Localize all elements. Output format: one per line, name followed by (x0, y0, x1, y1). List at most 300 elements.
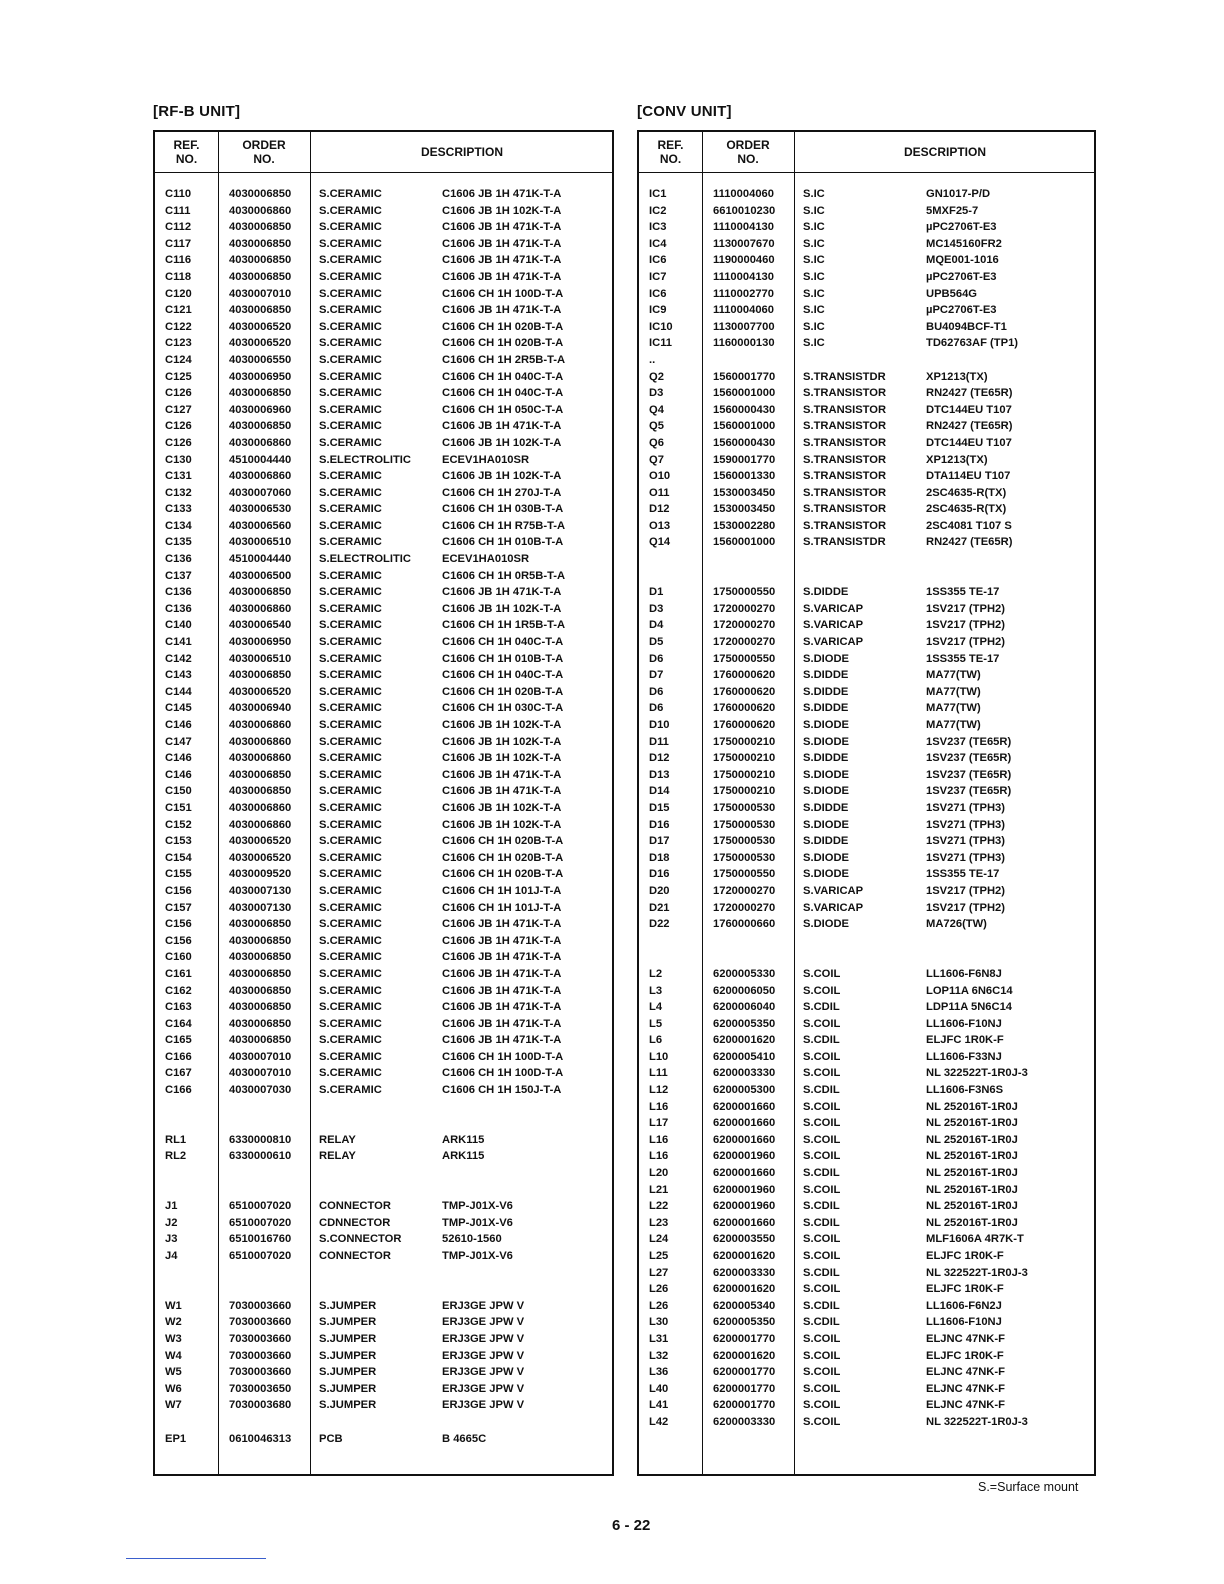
part-type: S.DIODE (803, 735, 850, 748)
table-row (155, 553, 612, 570)
ref-no: Q6 (649, 436, 664, 449)
order-no: 4030006850 (229, 967, 292, 980)
part-type: S.CERAMIC (319, 586, 382, 599)
order-no: 4030007010 (229, 1067, 292, 1080)
part-type: S.DIDDE (803, 669, 849, 682)
order-no: 1760000620 (713, 719, 776, 731)
part-description: MA77(TW) (926, 685, 981, 698)
part-description: C1606 CH 1H 2R5B-T-A (442, 353, 566, 366)
part-type: S.CERAMIC (319, 536, 382, 549)
ref-no: W7 (165, 1399, 182, 1412)
conv-unit-title: [CONV UNIT] (637, 103, 732, 120)
part-type: S.DIDDE (803, 752, 849, 765)
part-type: S.COIL (803, 1283, 841, 1296)
order-no: 4030006510 (229, 536, 292, 549)
table-row (155, 1101, 612, 1118)
table-row (639, 1366, 1094, 1383)
part-type: S.COIL (803, 1067, 841, 1080)
ref-no: RL1 (165, 1133, 187, 1146)
part-description: MLF1606A 4R7K-T (926, 1233, 1024, 1246)
order-no: 4510004440 (229, 553, 292, 566)
part-type: S.CERAMIC (319, 569, 382, 582)
table-row (639, 221, 1094, 238)
table-row (639, 1316, 1094, 1333)
part-description: ELJFC 1R0K-F (926, 1349, 1004, 1362)
part-type: S.CDIL (803, 1316, 840, 1329)
table-row (155, 1233, 612, 1250)
table-row (639, 669, 1094, 686)
order-no: 4030006850 (229, 1017, 292, 1030)
order-no: 6200001620 (713, 1349, 776, 1362)
ref-no: C120 (165, 287, 192, 300)
order-no: 1750000210 (713, 785, 776, 798)
table-row (639, 1300, 1094, 1317)
ref-no: L10 (649, 1050, 669, 1063)
part-description: C1606 JB 1H 471K-T-A (442, 420, 562, 433)
order-no: 1750000530 (713, 851, 776, 864)
order-no: 6200001660 (713, 1216, 776, 1229)
table-row (155, 835, 612, 852)
ref-no: O11 (649, 486, 670, 499)
ref-no: C166 (165, 1050, 192, 1063)
part-type: S.CERAMIC (319, 685, 382, 698)
ref-no: O13 (649, 519, 671, 532)
order-no: 6510016760 (229, 1233, 292, 1246)
table-row (639, 536, 1094, 553)
table-row (639, 1233, 1094, 1250)
table-row (155, 935, 612, 952)
table-row (639, 354, 1094, 371)
ref-no: .. (649, 353, 656, 366)
part-description: C1606 CH 1H 020B-T-A (442, 337, 564, 350)
table-row (155, 1051, 612, 1068)
ref-no: C155 (165, 868, 192, 881)
part-description: DTA114EU T107 (926, 470, 1011, 483)
table-row (155, 619, 612, 636)
order-no: 6510007020 (229, 1250, 292, 1262)
table-row (639, 885, 1094, 902)
ref-no: C153 (165, 835, 192, 848)
part-type: S.CERAMIC (319, 519, 382, 532)
order-no: 0610046313 (229, 1432, 292, 1445)
ref-no: C123 (165, 337, 192, 350)
part-description: DTC144EU T107 (926, 403, 1012, 416)
order-no: 7030003680 (229, 1399, 292, 1412)
table-row (639, 1350, 1094, 1367)
table-row (155, 686, 612, 703)
table-row (639, 1399, 1094, 1416)
ref-no: L3 (649, 984, 663, 997)
part-description: C1606 CH 1H 020B-T-A (442, 685, 564, 698)
ref-no: C126 (165, 420, 192, 433)
table-row (639, 1283, 1094, 1300)
table-row (155, 1150, 612, 1167)
ref-no: IC11 (649, 337, 673, 350)
part-description: NL 322522T-1R0J-3 (926, 1266, 1028, 1279)
part-type: S.CERAMIC (319, 204, 382, 217)
part-type: S.DIODE (803, 785, 850, 798)
part-description: LL1606-F10NJ (926, 1017, 1002, 1030)
part-description: C1606 CH 1H 0R5B-T-A (442, 569, 566, 582)
part-type: S.JUMPER (319, 1349, 377, 1362)
table-row (155, 304, 612, 321)
table-row (155, 404, 612, 421)
part-description: 1SS355 TE-17 (926, 868, 1000, 881)
part-type: S.CERAMIC (319, 868, 382, 881)
ref-no: C122 (165, 320, 192, 333)
ref-no: C166 (165, 1084, 192, 1097)
part-description: µPC2706T-E3 (926, 221, 997, 234)
table-row (639, 653, 1094, 670)
part-description: C1606 CH 1H 030B-T-A (442, 503, 564, 516)
ref-no: L11 (649, 1067, 668, 1080)
order-no: 4030006520 (229, 851, 292, 864)
table-row (155, 1366, 612, 1383)
ref-no: C144 (165, 685, 192, 698)
order-no: 1190000460 (713, 254, 775, 267)
ref-no: L4 (649, 1001, 663, 1014)
ref-no: C156 (165, 918, 192, 931)
part-type: S.CERAMIC (319, 669, 382, 682)
ref-no: W5 (165, 1366, 182, 1379)
part-type: S.DIODE (803, 652, 850, 665)
table-row (639, 1217, 1094, 1234)
part-type: S.COIL (803, 967, 841, 980)
part-type: S.CERAMIC (319, 486, 382, 499)
part-description: 5MXF25-7 (926, 204, 979, 217)
table-row (639, 1051, 1094, 1068)
part-description: MA77(TW) (926, 669, 981, 682)
table-row (155, 1117, 612, 1134)
order-no: 4030006850 (229, 237, 292, 250)
part-type: S.COIL (803, 1183, 841, 1196)
part-type: RELAY (319, 1133, 356, 1146)
table-row (155, 769, 612, 786)
order-no: 1130007670 (713, 237, 775, 250)
ref-no: IC6 (649, 254, 667, 267)
order-no: 1750000210 (713, 768, 776, 781)
part-description: 1SV271 (TPH3) (926, 818, 1005, 831)
part-description: LL1606-F10NJ (926, 1316, 1002, 1329)
part-type: S.TRANSISTDR (803, 536, 886, 549)
table-row (155, 188, 612, 205)
part-type: S.DIDDE (803, 835, 849, 848)
part-type: S.CERAMIC (319, 934, 382, 947)
part-description: ERJ3GE JPW V (442, 1299, 525, 1312)
part-type: PCB (319, 1432, 343, 1445)
ref-no: IC7 (649, 270, 667, 283)
order-no: 6200005350 (713, 1017, 776, 1030)
part-description: 1SV271 (TPH3) (926, 801, 1005, 814)
part-type: S.CERAMIC (319, 1084, 382, 1097)
part-description: DTC144EU T107 (926, 436, 1012, 449)
part-type: S.VARICAP (803, 901, 864, 914)
table-row (155, 570, 612, 587)
table-row (639, 619, 1094, 636)
part-type: S.DIODE (803, 768, 850, 781)
ref-no: C156 (165, 934, 192, 947)
part-description: LL1606-F3N6S (926, 1084, 1004, 1097)
order-no: 6330000810 (229, 1133, 292, 1146)
table-row (155, 819, 612, 836)
table-row (639, 736, 1094, 753)
part-type: S.CERAMIC (319, 652, 382, 665)
part-type: S.COIL (803, 1250, 841, 1262)
part-type: S.CERAMIC (319, 619, 382, 632)
order-no: 1750000530 (713, 801, 776, 814)
ref-no: C150 (165, 785, 192, 798)
part-type: S.CERAMIC (319, 752, 382, 765)
table-row (639, 951, 1094, 968)
part-type: S.TRANSISTOR (803, 470, 887, 483)
order-no: 6200005340 (713, 1299, 776, 1312)
order-no: 1560000430 (713, 403, 776, 416)
ref-no: D5 (649, 636, 664, 649)
ref-no: W3 (165, 1332, 182, 1345)
table-row (639, 1383, 1094, 1400)
ref-no: L20 (649, 1167, 669, 1180)
table-row (639, 321, 1094, 338)
order-no: 6200003330 (713, 1415, 776, 1428)
order-no: 4030006850 (229, 934, 292, 947)
part-description: C1606 JB 1H 102K-T-A (442, 470, 562, 483)
table-row (639, 454, 1094, 471)
part-type: S.COIL (803, 1382, 841, 1395)
order-no: 4030006940 (229, 702, 292, 715)
part-type: S.IC (803, 237, 825, 250)
table-row (155, 702, 612, 719)
table-row (639, 238, 1094, 255)
table-row (155, 1034, 612, 1051)
ref-no: C116 (165, 254, 192, 267)
order-no: 4030006850 (229, 669, 292, 682)
part-type: S.DIDDE (803, 586, 849, 599)
part-description: C1606 JB 1H 471K-T-A (442, 1017, 562, 1030)
ref-no: Q2 (649, 370, 664, 383)
order-no: 4030006950 (229, 370, 292, 383)
table-row (155, 238, 612, 255)
part-description: C1606 CH 1H 020B-T-A (442, 320, 564, 333)
order-no: 1760000620 (713, 685, 776, 698)
ref-no: C165 (165, 1034, 192, 1047)
part-description: C1606 CH 1H 100D-T-A (442, 287, 564, 300)
part-type: S.IC (803, 204, 825, 217)
order-no: 4030006850 (229, 420, 292, 433)
part-type: S.TRANSISTOR (803, 403, 887, 416)
part-description: MC145160FR2 (926, 237, 1002, 250)
part-type: S.CERAMIC (319, 801, 382, 814)
part-type: S.JUMPER (319, 1366, 377, 1379)
order-no: 4030006850 (229, 1001, 292, 1014)
part-type: S.CERAMIC (319, 436, 382, 449)
part-type: S.CERAMIC (319, 967, 382, 980)
table-row (155, 1184, 612, 1201)
table-row (155, 669, 612, 686)
ref-no: L36 (649, 1366, 669, 1379)
part-type: S.JUMPER (319, 1299, 377, 1312)
table-row (155, 1134, 612, 1151)
order-no: 7030003660 (229, 1366, 292, 1379)
part-description: C1606 CH 1H 270J-T-A (442, 486, 562, 499)
order-no: 4030006850 (229, 387, 292, 400)
part-description: 2SC4081 T107 S (926, 519, 1012, 532)
part-type: S.CERAMIC (319, 503, 382, 516)
part-description: C1606 JB 1H 471K-T-A (442, 785, 562, 798)
table-row (639, 1001, 1094, 1018)
order-no: 4030006850 (229, 785, 292, 798)
part-type: S.CERAMIC (319, 1067, 382, 1080)
table-row (155, 487, 612, 504)
table-row (155, 1433, 612, 1450)
page-number: 6 - 22 (612, 1517, 651, 1534)
ref-no: L16 (649, 1150, 669, 1163)
part-type: S.COIL (803, 1332, 841, 1345)
part-description: 1SV217 (TPH2) (926, 619, 1005, 632)
footer-rule (126, 1558, 266, 1559)
part-description: C1606 CH 1H 030C-T-A (442, 702, 564, 715)
part-type: S.TRANSISTDR (803, 370, 886, 383)
order-no: 4030007060 (229, 486, 292, 499)
order-no: 1560001000 (713, 536, 776, 549)
part-type: S.JUMPER (319, 1316, 377, 1329)
part-description: 2SC4635-R(TX) (926, 503, 1007, 516)
part-type: S.COIL (803, 1150, 841, 1163)
ref-no: C147 (165, 735, 192, 748)
table-row (155, 785, 612, 802)
ref-no: IC6 (649, 287, 667, 300)
table-row (639, 337, 1094, 354)
part-description: C1606 JB 1H 471K-T-A (442, 984, 562, 997)
ref-no: IC10 (649, 320, 673, 333)
part-description: C1606 JB 1H 471K-T-A (442, 237, 562, 250)
ref-no: L31 (649, 1332, 669, 1345)
part-description: C1606 JB 1H 102K-T-A (442, 801, 562, 814)
part-type: S.CERAMIC (319, 237, 382, 250)
ref-no: C156 (165, 884, 192, 897)
conv-parts-table (637, 130, 1096, 1476)
part-description: UPB564G (926, 287, 977, 300)
table-row (639, 702, 1094, 719)
part-description: MQE001-1016 (926, 254, 999, 267)
part-type: S.COIL (803, 984, 841, 997)
ref-no: L22 (649, 1200, 669, 1213)
order-no: 1750000210 (713, 735, 776, 748)
ref-no: L26 (649, 1283, 669, 1296)
table-row (639, 752, 1094, 769)
part-description: LL1606-F33NJ (926, 1050, 1002, 1063)
part-type: S.VARICAP (803, 884, 864, 897)
table-row (155, 1167, 612, 1184)
part-type: S.DIODE (803, 918, 850, 931)
part-type: CONNECTOR (319, 1250, 391, 1262)
table-row (639, 205, 1094, 222)
part-type: S.TRANSISTOR (803, 387, 887, 400)
ref-no: IC4 (649, 237, 667, 250)
part-description: MA77(TW) (926, 719, 981, 731)
table-row (639, 835, 1094, 852)
ref-no: C142 (165, 652, 192, 665)
order-no: 1110004130 (713, 221, 774, 234)
part-description: C1606 JB 1H 471K-T-A (442, 768, 562, 781)
part-type: S.CDIL (803, 1034, 840, 1047)
part-type: RELAY (319, 1150, 356, 1163)
table-row (155, 1267, 612, 1284)
table-row (639, 1200, 1094, 1217)
table-row (639, 188, 1094, 205)
ref-no: C136 (165, 553, 192, 566)
part-type: S.CERAMIC (319, 719, 382, 731)
ref-no: L30 (649, 1316, 669, 1329)
ref-no: L16 (649, 1100, 669, 1113)
table-row (639, 404, 1094, 421)
table-row (155, 454, 612, 471)
part-description: BU4094BCF-T1 (926, 320, 1007, 333)
table-row (639, 387, 1094, 404)
part-type: S.COIL (803, 1050, 841, 1063)
table-row (155, 1416, 612, 1433)
part-description: C1606 CH 1H 040C-T-A (442, 370, 564, 383)
order-no: 1750000530 (713, 835, 776, 848)
order-no-header: ORDER NO. (242, 138, 286, 166)
part-description: C1606 CH 1H 050C-T-A (442, 403, 564, 416)
order-no: 7030003660 (229, 1316, 292, 1329)
part-description: ELJNC 47NK-F (926, 1332, 1005, 1345)
order-no: 1760000660 (713, 918, 776, 931)
ref-no: D15 (649, 801, 670, 814)
table-row (155, 371, 612, 388)
ref-no: W2 (165, 1316, 182, 1329)
part-type: S.CERAMIC (319, 270, 382, 283)
ref-no: D6 (649, 652, 664, 665)
ref-no: C163 (165, 1001, 192, 1014)
surface-mount-note: S.=Surface mount (978, 1480, 1079, 1494)
table-row (639, 1267, 1094, 1284)
order-no: 6200003330 (713, 1266, 776, 1279)
part-type: S.JUMPER (319, 1399, 377, 1412)
table-row (639, 719, 1094, 736)
part-description: XP1213(TX) (926, 370, 988, 383)
part-description: ELJFC 1R0K-F (926, 1283, 1004, 1296)
ref-no: D7 (649, 669, 664, 682)
ref-no: C112 (165, 221, 192, 234)
part-description: NL 252016T-1R0J (926, 1200, 1018, 1213)
part-type: S.COIL (803, 1100, 841, 1113)
part-type: S.CERAMIC (319, 304, 382, 317)
part-description: GN1017-P/D (926, 188, 991, 200)
part-description: C1606 JB 1H 471K-T-A (442, 934, 562, 947)
order-no: 1720000270 (713, 901, 776, 914)
part-type: S.DIODE (803, 719, 850, 731)
table-row (155, 968, 612, 985)
table-row (155, 520, 612, 537)
order-no: 4030007030 (229, 1084, 292, 1097)
ref-no: C164 (165, 1017, 192, 1030)
order-no: 4030006540 (229, 619, 292, 632)
part-type: S.CERAMIC (319, 602, 382, 615)
order-no: 4030006850 (229, 270, 292, 283)
table-row (639, 1067, 1094, 1084)
part-description: C1606 CH 1H 010B-T-A (442, 536, 564, 549)
table-row (639, 487, 1094, 504)
table-row (155, 1001, 612, 1018)
ref-no: L23 (649, 1216, 669, 1229)
part-description: RN2427 (TE65R) (926, 420, 1013, 433)
table-row (639, 819, 1094, 836)
table-row (639, 1333, 1094, 1350)
part-description: NL 322522T-1R0J-3 (926, 1415, 1028, 1428)
conv-rows (639, 188, 1094, 1433)
table-row (639, 1101, 1094, 1118)
